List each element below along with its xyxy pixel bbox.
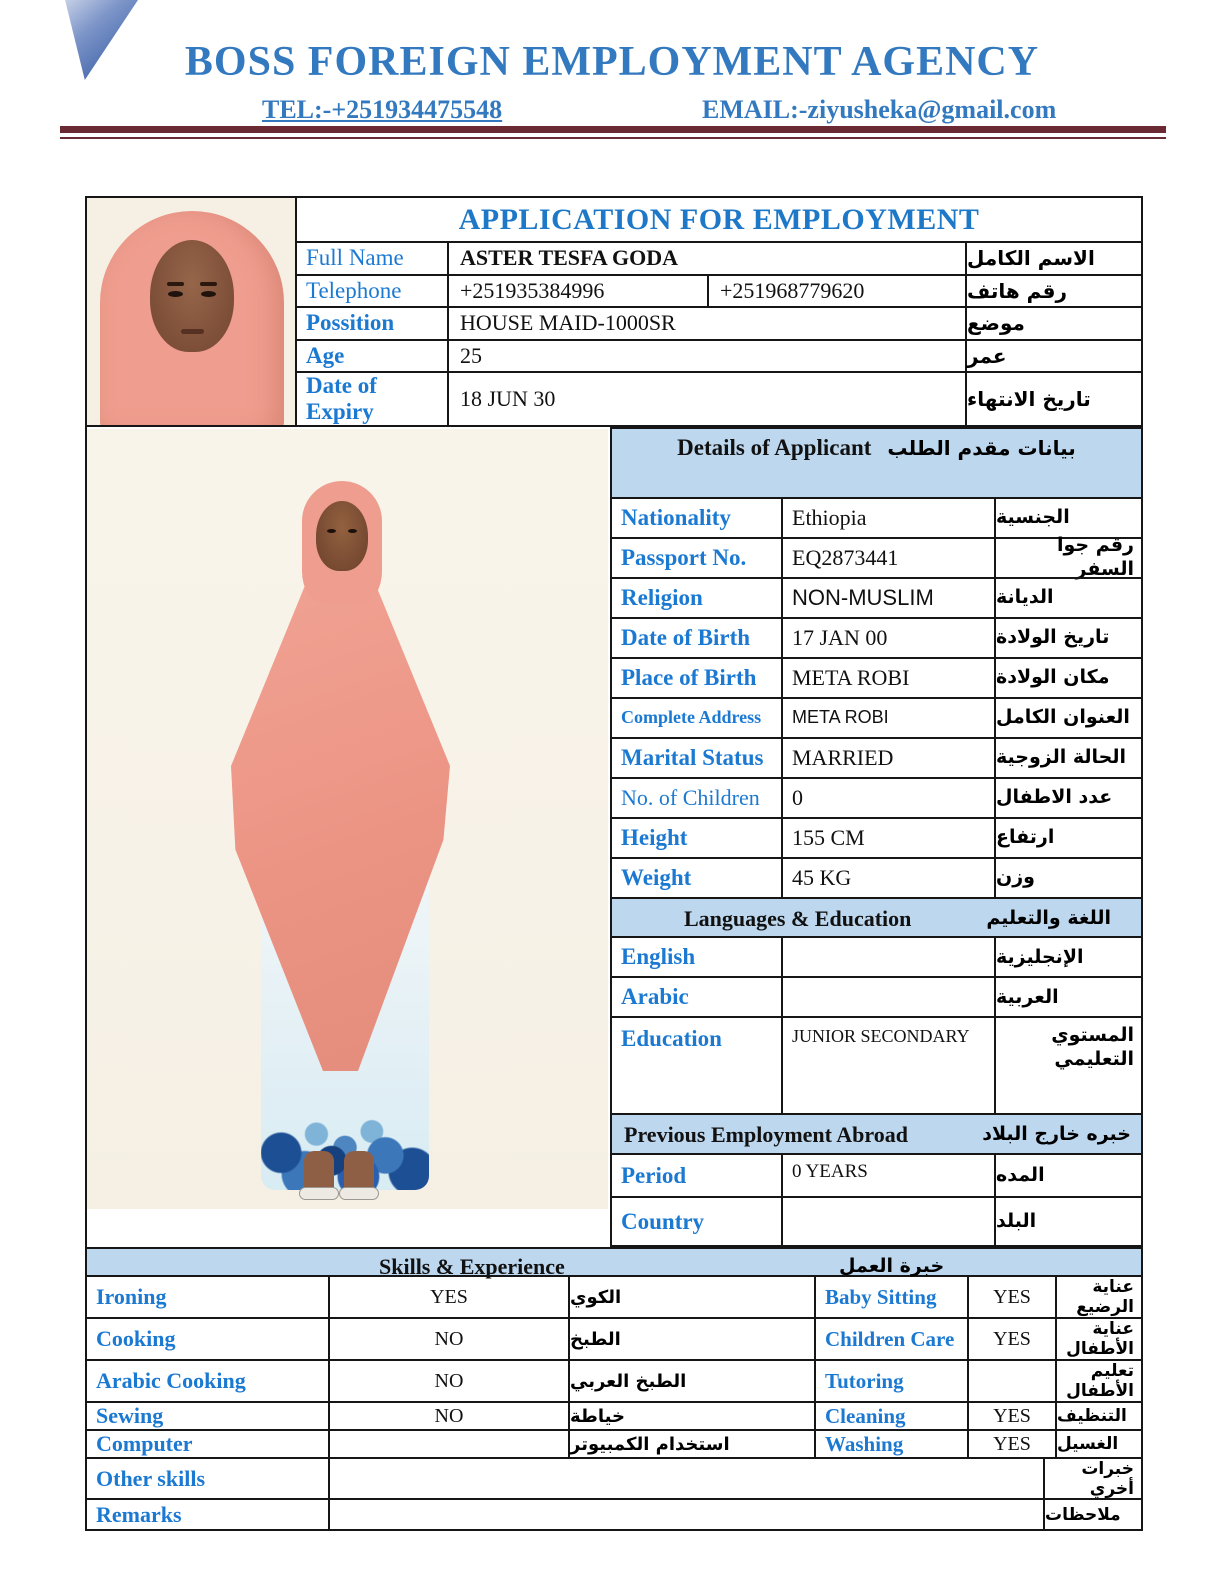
skill-value: NO: [330, 1361, 570, 1401]
applicant-fullbody-photo: [87, 429, 608, 1209]
skill-value: NO: [330, 1319, 570, 1359]
field-value: 0 YEARS: [783, 1155, 996, 1196]
field-label-ar: العنوان الكامل: [996, 705, 1130, 728]
skill-label-ar: الطبخ: [570, 1319, 816, 1359]
field-label: Telephone: [297, 276, 449, 307]
agency-email: EMAIL:-ziyusheka@gmail.com: [702, 95, 1057, 124]
skill-label: Sewing: [87, 1403, 330, 1429]
skill-label-ar: عناية الرضيع: [1076, 1277, 1134, 1318]
field-row-date-of-birth: [612, 617, 1141, 657]
field-row-height: [612, 817, 1141, 857]
field-row-no-of-children: [612, 777, 1141, 817]
field-row-country: [612, 1196, 1141, 1245]
field-label: Marital Status: [612, 739, 783, 777]
field-label-ar: مكان الولادة: [996, 665, 1110, 688]
skill-value: YES: [969, 1277, 1057, 1317]
field-value: 25: [460, 342, 482, 368]
field-value: META ROBI: [783, 699, 996, 737]
skill-label: Ironing: [87, 1277, 330, 1317]
field-label: Education: [612, 1018, 783, 1113]
field-row-arabic: [612, 976, 1141, 1016]
section-title: Languages & Education: [684, 905, 912, 931]
skill-value: YES: [969, 1403, 1057, 1429]
skill-label-ar: استخدام الكمبيوتر: [570, 1431, 816, 1457]
field-value: 0: [783, 779, 996, 817]
field-value-phone-2: +251968779620: [720, 277, 865, 303]
field-label-ar: رقم جوا السفر: [1056, 534, 1134, 580]
headshot-brow-art: [200, 282, 217, 286]
field-label-ar: الجنسية: [996, 506, 1070, 529]
skills-row-sewing-cleaning: [87, 1401, 1141, 1429]
field-value: [783, 1198, 996, 1245]
field-label: Possition: [297, 308, 449, 339]
fullbody-sandal-art: [299, 1187, 339, 1200]
field-label: Period: [612, 1155, 783, 1196]
field-row-full-name: [297, 243, 1141, 276]
skills-row-ironing-babysitting: [87, 1275, 1141, 1317]
field-value: 155 CM: [783, 819, 996, 857]
skill-label-ar: تعليم الأطفال: [1066, 1361, 1134, 1402]
field-value: Ethiopia: [783, 499, 996, 537]
skill-label-ar: عناية الأطفال: [1066, 1319, 1134, 1360]
field-label: Passport No.: [612, 539, 783, 577]
field-row-telephone: [297, 276, 1141, 309]
skill-value: YES: [969, 1431, 1057, 1457]
field-label-ar: موضع: [965, 308, 1141, 339]
skill-value: [969, 1361, 1057, 1401]
field-value: HOUSE MAID-1000SR: [460, 310, 676, 336]
field-label: Place of Birth: [612, 659, 783, 697]
field-row-education: [612, 1016, 1141, 1113]
field-value: 18 JUN 30: [460, 386, 556, 411]
field-label-ar: وزن: [996, 865, 1035, 888]
headshot-eye-art: [168, 291, 183, 297]
field-value: NON-MUSLIM: [783, 579, 996, 617]
field-label-ar: الإنجليزية: [996, 945, 1084, 968]
fullbody-eye-art: [327, 529, 336, 533]
field-label: Full Name: [297, 243, 449, 274]
skill-label: Baby Sitting: [816, 1277, 969, 1317]
field-value: EQ2873441: [783, 539, 996, 577]
field-value: [783, 938, 996, 976]
fullbody-sandal-art: [339, 1187, 379, 1200]
headshot-brow-art: [167, 282, 184, 286]
field-value: JUNIOR SECONDARY: [783, 1018, 996, 1113]
skill-label: Computer: [87, 1431, 330, 1457]
fullbody-face-art: [316, 501, 368, 571]
details-section-header: [612, 429, 1141, 497]
field-value: 17 JAN 00: [783, 619, 996, 657]
field-label-ar: عدد الاطفال: [996, 785, 1113, 808]
skill-value: YES: [969, 1319, 1057, 1359]
field-label-ar: الديانة: [996, 585, 1054, 608]
agency-telephone: TEL:-+251934475548: [262, 95, 503, 124]
field-value: [783, 978, 996, 1016]
skill-label: Tutoring: [816, 1361, 969, 1401]
field-row-other-skills: [87, 1457, 1141, 1498]
field-value: ASTER TESFA GODA: [460, 245, 679, 271]
field-label-ar: الحالة الزوجية: [996, 745, 1126, 768]
skill-label-ar: الكوي: [570, 1277, 816, 1317]
section-title: Skills & Experience: [379, 1254, 565, 1279]
field-label-ar: الاسم الكامل: [965, 243, 1141, 274]
agency-title: BOSS FOREIGN EMPLOYMENT AGENCY: [184, 39, 1040, 85]
fullbody-eye-art: [348, 529, 357, 533]
field-label: Nationality: [612, 499, 783, 537]
field-label: No. of Children: [612, 779, 783, 817]
skills-section-header: [87, 1249, 1141, 1279]
field-label-ar: العربية: [996, 985, 1059, 1008]
section-title-ar: خبره خارج البلاد: [982, 1123, 1131, 1146]
details-of-applicant-table: [610, 427, 1143, 1247]
section-title-ar: خبرة العمل: [839, 1255, 945, 1277]
section-title: Previous Employment Abroad: [624, 1122, 908, 1148]
field-value: META ROBI: [783, 659, 996, 697]
field-label: English: [612, 938, 783, 976]
header-divider: [60, 126, 1166, 139]
languages-education-header: [612, 897, 1141, 937]
field-row-remarks: [87, 1498, 1141, 1529]
field-value: 45 KG: [783, 859, 996, 897]
section-title-ar: اللغة والتعليم: [986, 906, 1111, 929]
field-row-english: [612, 936, 1141, 976]
field-label-ar: البلد: [996, 1209, 1037, 1232]
field-row-age: [297, 341, 1141, 374]
field-label: Date of Birth: [612, 619, 783, 657]
details-title-ar: بيانات مقدم الطلب: [887, 436, 1076, 460]
skill-label: Cleaning: [816, 1403, 969, 1429]
field-label: Country: [612, 1198, 783, 1245]
details-title: Details of Applicant: [677, 435, 872, 460]
field-label-ar: المستوي التعليمي: [1051, 1024, 1134, 1071]
field-row-position: [297, 308, 1141, 341]
field-value: [330, 1500, 1045, 1529]
application-table: [85, 196, 1143, 427]
field-row-passport-no: [612, 534, 1141, 580]
field-label-ar: ملاحظات: [1045, 1504, 1121, 1525]
skills-row-computer-washing: [87, 1429, 1141, 1457]
skills-row-arabiccooking-tutoring: [87, 1359, 1141, 1401]
field-row-weight: [612, 857, 1141, 897]
skill-label-ar: الغسيل: [1057, 1434, 1119, 1455]
field-label-ar: رقم هاتف: [965, 276, 1141, 307]
field-value-phone-1: +251935384996: [449, 276, 709, 307]
field-label: Religion: [612, 579, 783, 617]
skill-label: Children Care: [816, 1319, 969, 1359]
field-row-nationality: [612, 497, 1141, 537]
skill-value: [330, 1431, 570, 1457]
field-label-ar: خبرات أخري: [1081, 1458, 1134, 1499]
field-row-marital-status: [612, 737, 1141, 777]
skill-label-ar: التنظيف: [1057, 1406, 1127, 1427]
field-row-period: [612, 1153, 1141, 1196]
skill-value: NO: [330, 1403, 570, 1429]
skills-experience-table: [85, 1247, 1143, 1531]
field-label: Weight: [612, 859, 783, 897]
field-label: Date of Expiry: [297, 373, 449, 425]
field-value: MARRIED: [783, 739, 996, 777]
field-label: Arabic: [612, 978, 783, 1016]
field-label-ar: ارتفاع: [996, 825, 1055, 848]
field-label: Height: [612, 819, 783, 857]
skill-label: Cooking: [87, 1319, 330, 1359]
field-row-place-of-birth: [612, 657, 1141, 697]
field-row-religion: [612, 577, 1141, 617]
field-label-ar: عمر: [965, 341, 1141, 372]
field-label: Other skills: [87, 1459, 330, 1498]
field-label: Remarks: [87, 1500, 330, 1529]
applicant-headshot-photo: [87, 198, 297, 425]
skill-label: Arabic Cooking: [87, 1361, 330, 1401]
headshot-eye-art: [201, 291, 216, 297]
field-label-ar: تاريخ الولادة: [996, 625, 1110, 648]
field-value: [330, 1459, 1045, 1498]
application-title: APPLICATION FOR EMPLOYMENT: [297, 198, 1141, 243]
field-row-complete-address: [612, 697, 1141, 737]
skill-label-ar: خياطة: [570, 1403, 816, 1429]
field-row-date-of-expiry: [297, 373, 1141, 425]
field-label: Age: [297, 341, 449, 372]
field-label-ar: تاريخ الانتهاء: [965, 373, 1141, 425]
skills-row-cooking-childrencare: [87, 1317, 1141, 1359]
headshot-face-art: [150, 240, 234, 352]
headshot-mouth-art: [181, 329, 204, 334]
previous-employment-header: [612, 1113, 1141, 1153]
skill-value: YES: [330, 1277, 570, 1317]
field-label: Complete Address: [612, 699, 783, 737]
field-label-ar: المده: [996, 1163, 1045, 1186]
skill-label: Washing: [816, 1431, 969, 1457]
skill-label-ar: الطبخ العربي: [570, 1361, 816, 1401]
